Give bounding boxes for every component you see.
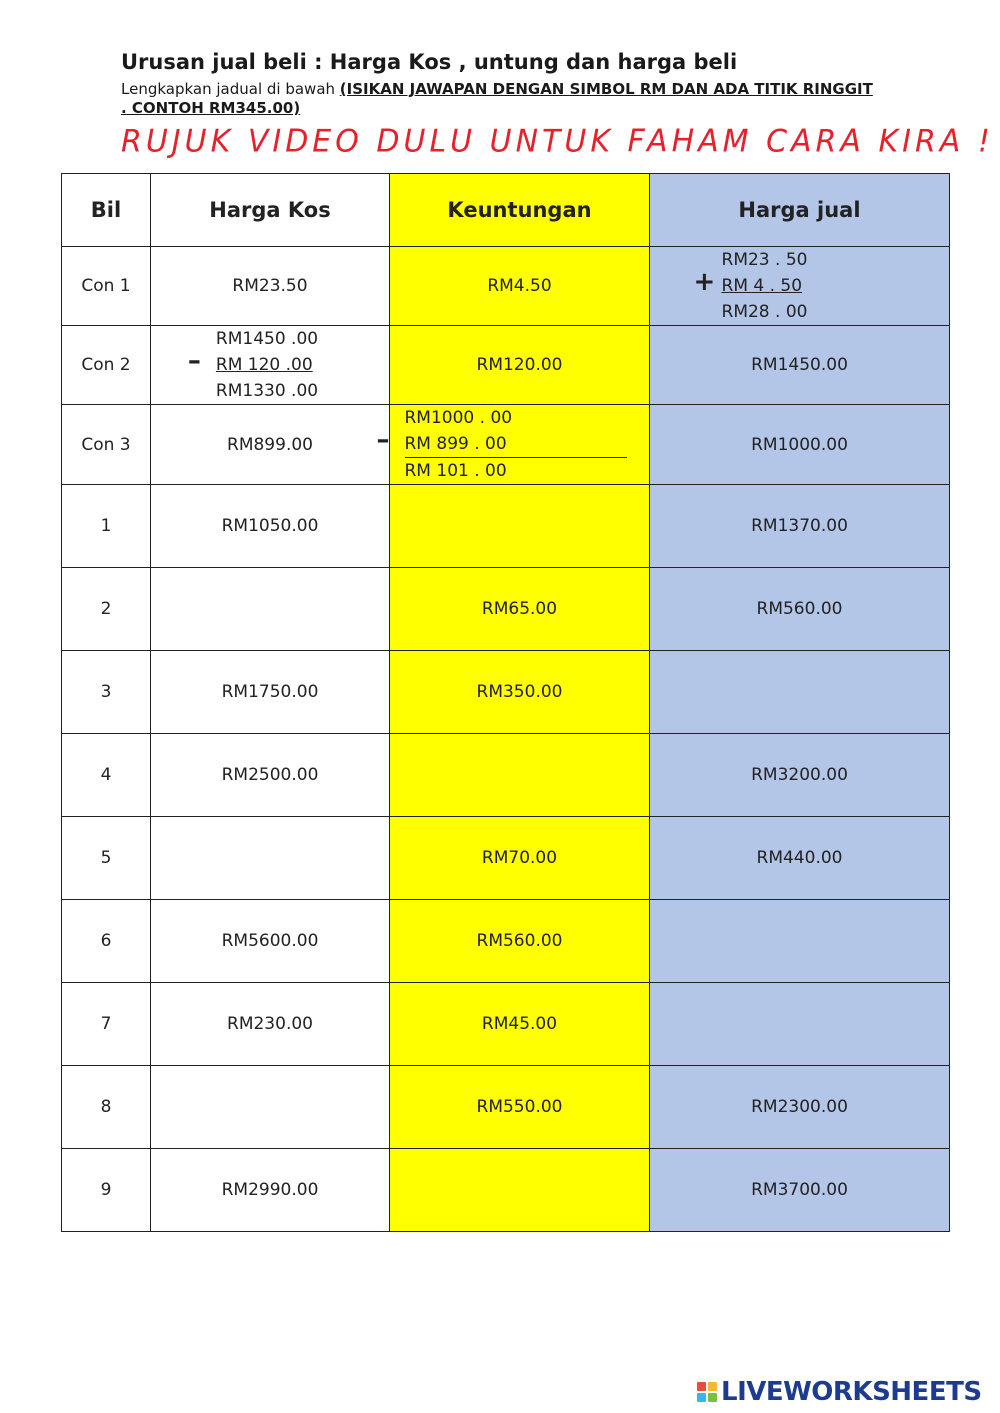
cell-harga-kos: RM899.00 — [151, 405, 390, 485]
answer-harga-kos[interactable] — [151, 568, 390, 651]
liveworksheets-logo — [697, 1377, 982, 1407]
handwritten-note: RUJUK VIDEO DULU UNTUK FAHAM CARA KIRA ! — [121, 123, 994, 160]
table-row — [62, 485, 950, 568]
col-header-bil: Bil — [62, 174, 151, 247]
cell-keuntungan: RM45.00 — [390, 983, 650, 1066]
cell-bil: 2 — [62, 568, 151, 651]
cell-keuntungan: RM4.50 — [390, 247, 650, 326]
cell-harga-kos: RM2990.00 — [151, 1149, 390, 1232]
answer-harga-jual[interactable] — [650, 900, 950, 983]
cell-harga-jual: RM440.00 — [650, 817, 950, 900]
answer-harga-jual[interactable] — [650, 983, 950, 1066]
table-row — [62, 734, 950, 817]
cell-bil: Con 2 — [62, 326, 151, 405]
answer-keuntungan[interactable] — [390, 1149, 650, 1232]
subtraction-working — [187, 326, 319, 404]
col-header-harga-kos: Harga Kos — [151, 174, 390, 247]
cell-keuntungan: RM560.00 — [390, 900, 650, 983]
cell-bil: 9 — [62, 1149, 151, 1232]
cell-bil: 1 — [62, 485, 151, 568]
instruction-emphasis: (ISIKAN JAWAPAN DENGAN SIMBOL RM DAN ADA TITIK RINGGIT . CONTOH RM345.00) — [121, 80, 873, 117]
cell-harga-kos-calc — [151, 326, 390, 405]
table-row — [62, 1149, 950, 1232]
table-row — [62, 817, 950, 900]
answer-keuntungan[interactable] — [390, 485, 650, 568]
cell-harga-jual: RM3200.00 — [650, 734, 950, 817]
table-row — [62, 1066, 950, 1149]
calc-result: RM1330 .00 — [215, 381, 319, 401]
cell-harga-jual-calc — [650, 247, 950, 326]
table-row — [62, 568, 950, 651]
answer-keuntungan[interactable] — [390, 734, 650, 817]
cell-harga-jual: RM1000.00 — [650, 405, 950, 485]
cell-harga-jual: RM3700.00 — [650, 1149, 950, 1232]
calc-line: RM 120 .00 — [215, 355, 313, 375]
cell-harga-kos: RM2500.00 — [151, 734, 390, 817]
liveworksheets-logo-icon — [697, 1382, 717, 1402]
example-row — [62, 247, 950, 326]
cell-keuntungan-calc — [376, 405, 650, 485]
cell-bil: Con 3 — [62, 405, 151, 485]
cell-keuntungan: RM120.00 — [390, 326, 650, 405]
instruction-text: Lengkapkan jadual di bawah — [121, 80, 340, 98]
cell-keuntungan: RM65.00 — [390, 568, 650, 651]
col-header-keuntungan: Keuntungan — [390, 174, 650, 247]
calc-result: RM28 . 00 — [721, 302, 808, 322]
calc-line: RM1000 . 00 — [404, 408, 513, 428]
table-header-row — [62, 174, 950, 247]
cell-bil: 3 — [62, 651, 151, 734]
cell-keuntungan: RM350.00 — [390, 651, 650, 734]
cell-harga-jual: RM2300.00 — [650, 1066, 950, 1149]
cell-bil: 8 — [62, 1066, 151, 1149]
cell-bil: Con 1 — [62, 247, 151, 326]
calc-result: RM 101 . 00 — [404, 461, 507, 481]
table-row — [62, 900, 950, 983]
calc-line: RM 899 . 00 — [405, 431, 627, 458]
calc-line: RM 4 . 50 — [721, 276, 803, 296]
table-row — [62, 651, 950, 734]
addition-working — [693, 247, 808, 325]
cell-harga-kos: RM1750.00 — [151, 651, 390, 734]
cell-bil: 5 — [62, 817, 151, 900]
table-row — [62, 983, 950, 1066]
cell-bil: 4 — [62, 734, 151, 817]
plus-sign: + — [693, 267, 716, 297]
minus-sign: – — [187, 346, 201, 376]
page-title: Urusan jual beli : Harga Kos , untung dan harga beli — [121, 50, 738, 74]
cell-harga-kos: RM23.50 — [151, 247, 390, 326]
answer-harga-kos[interactable] — [151, 817, 390, 900]
cell-harga-jual: RM1450.00 — [650, 326, 950, 405]
example-row — [62, 405, 950, 485]
cell-keuntungan: RM550.00 — [390, 1066, 650, 1149]
worksheet-table — [61, 173, 950, 1232]
cell-harga-kos: RM5600.00 — [151, 900, 390, 983]
minus-sign: – — [376, 425, 390, 455]
logo-text: LIVEWORKSHEETS — [721, 1377, 982, 1407]
example-row — [62, 326, 950, 405]
calc-line: RM23 . 50 — [721, 250, 808, 270]
calc-line: RM1450 .00 — [215, 329, 319, 349]
answer-harga-jual[interactable] — [650, 651, 950, 734]
cell-bil: 6 — [62, 900, 151, 983]
cell-keuntungan: RM70.00 — [390, 817, 650, 900]
cell-harga-jual: RM560.00 — [650, 568, 950, 651]
cell-harga-kos: RM230.00 — [151, 983, 390, 1066]
cell-harga-kos: RM1050.00 — [151, 485, 390, 568]
instructions — [121, 80, 881, 118]
answer-harga-kos[interactable] — [151, 1066, 390, 1149]
cell-harga-jual: RM1370.00 — [650, 485, 950, 568]
cell-bil: 7 — [62, 983, 151, 1066]
col-header-harga-jual: Harga jual — [650, 174, 950, 247]
subtraction-working — [376, 405, 627, 484]
